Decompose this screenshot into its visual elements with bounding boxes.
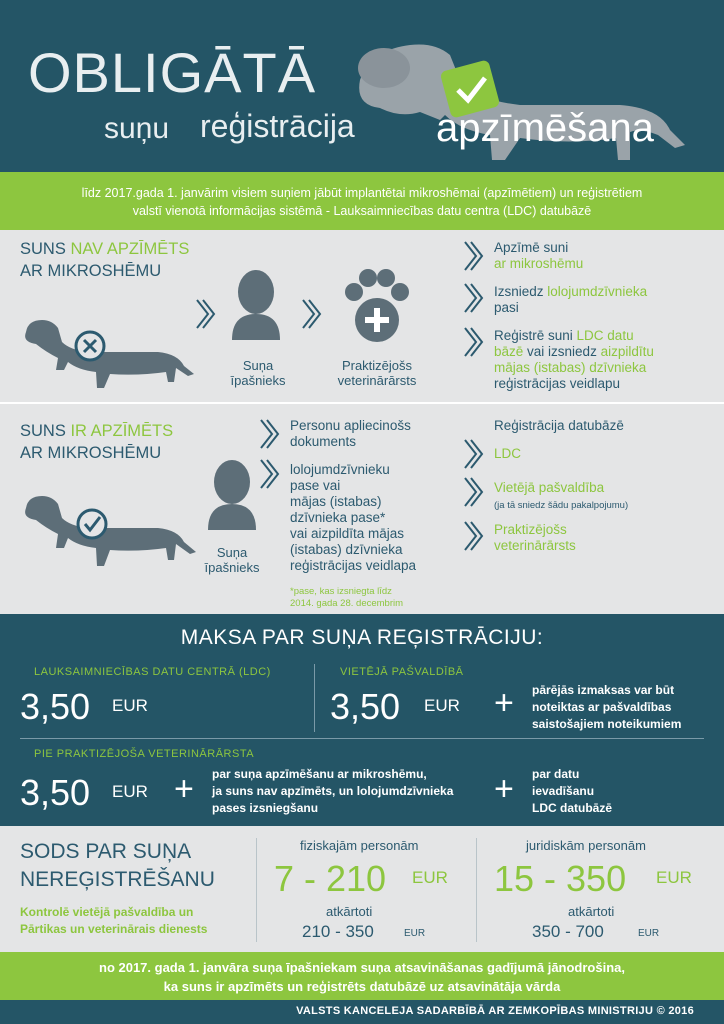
fee-local-amount: 3,50: [330, 686, 401, 727]
fee-vet-currency: EUR: [112, 782, 148, 801]
penalty-jur-repeat-label: atkārtoti: [568, 904, 615, 919]
reg-option-local-note: (ja tā sniedz šādu pakalpojumu): [494, 500, 629, 511]
intro-line-1: līdz 2017.gada 1. janvārim visiem suņiem jābūt implantētai mikroshēmai (apzīmētiem) un reģistrētiem: [81, 186, 643, 200]
paw-medical-icon: [342, 268, 412, 344]
penalty-control: Kontrolē vietējā pašvaldība un Pārtikas un veterinārais dienests: [20, 905, 208, 936]
intro-line-2: valstī vienotā informācijas sistēmā - Lauksaimniecības datu centra (LDC) datubāzē: [132, 204, 592, 218]
plus-icon: +: [174, 770, 194, 808]
penalty-divider-2: [476, 838, 477, 942]
transfer-notice-line-1: no 2017. gada 1. janvāra suņa īpašniekam suņa atsavināšanas gadījumā jānodrošina,: [99, 960, 625, 975]
penalty-phys-repeat-label: atkārtoti: [326, 904, 373, 919]
chevron-right-icon: [258, 458, 280, 490]
footer-credit: VALSTS KANCELEJA SADARBĪBĀ AR ZEMKOPĪBAS MINISTRIJU © 2016: [296, 1005, 694, 1017]
step-register: Reģistrē suni LDC datu bāzē vai izsniedz aizpildītu mājas (istabas) dzīvnieka reģistrācijas veidlapu: [494, 328, 654, 391]
fee-vet-note: par suņa apzīmēšanu ar mikroshēmu, ja suns nav apzīmēts, un lolojumdzīvnieka pases izsniegšanu: [212, 767, 454, 815]
step-microchip: Apzīmē suni ar mikroshēmu: [494, 240, 584, 271]
doc-passport: lolojumdzīvnieku pase vai mājas (istabas) dzīvnieka pase* vai aizpildīta mājas (istabas) dzīvnieka reģistrācijas veidlapa: [290, 462, 417, 573]
penalty-title: SODS PAR SUŅA NEREĢISTRĒŠANU: [20, 840, 215, 891]
plus-icon: +: [494, 684, 514, 722]
footer: [0, 1000, 724, 1024]
intro-band: [0, 172, 724, 230]
penalty-phys-range: 7 - 210: [274, 858, 387, 899]
chevron-right-icon: [300, 298, 322, 330]
fee-vet-label: PIE PRAKTIZĒJOŠA VETERINĀRĀRSTA: [34, 748, 255, 760]
owner-person-icon: [204, 458, 260, 530]
section-not-marked-heading: SUNS NAV APZĪMĒTS AR MIKROSHĒMU: [20, 240, 190, 280]
chevron-right-icon: [462, 438, 484, 470]
owner-label: Suņa īpašnieks: [230, 358, 286, 388]
fee-ldc-label: LAUKSAIMNIECĪBAS DATU CENTRĀ (LDC): [34, 666, 271, 678]
fee-local-note: pārējās izmaksas var būt noteiktas ar pašvaldības saistošajiem noteikumiem: [532, 683, 682, 731]
reg-option-vet: Praktizējošs veterinārārsts: [494, 522, 576, 553]
step-passport: Izsniedz lolojumdzīvnieka pasi: [494, 284, 648, 315]
chevron-right-icon: [462, 476, 484, 508]
penalty-jur-range: 15 - 350: [494, 858, 627, 899]
penalty-phys-repeat: 210 - 350: [302, 922, 374, 941]
doc-footnote: *pase, kas izsniegta līdz 2014. gada 28. decembrim: [290, 586, 404, 609]
fee-ldc-amount: 3,50: [20, 686, 91, 727]
penalty-phys-repeat-currency: EUR: [404, 928, 426, 939]
badge-text: apzīmēšana: [436, 106, 654, 150]
chevron-right-icon: [462, 326, 484, 358]
vet-label: Praktizējošs veterinārārsts: [337, 358, 417, 388]
fee-data-entry-note: par datu ievadīšanu LDC datubāzē: [532, 767, 613, 815]
fee-divider-horizontal: [20, 738, 704, 739]
penalty-jur-repeat-currency: EUR: [638, 928, 660, 939]
dog-unmarked-icon: [18, 318, 198, 393]
penalty-jur-repeat: 350 - 700: [532, 922, 604, 941]
dog-marked-icon: [18, 494, 203, 574]
fee-local-label: VIETĒJĀ PAŠVALDĪBĀ: [340, 666, 464, 678]
owner-person-icon: [228, 268, 284, 340]
transfer-notice: [0, 952, 724, 1000]
penalty-phys-label: fiziskajām personām: [300, 838, 419, 853]
plus-icon: +: [494, 770, 514, 808]
fee-ldc-currency: EUR: [112, 696, 148, 715]
chevron-right-icon: [462, 240, 484, 272]
page-title: OBLIGĀTĀ: [28, 41, 317, 104]
penalty-jur-currency: EUR: [656, 868, 692, 887]
owner-label-2: Suņa īpašnieks: [204, 545, 260, 575]
doc-id: Personu apliecinošs dokuments: [290, 418, 411, 449]
subtitle-word-2: reģistrācija: [200, 108, 355, 144]
chevron-right-icon: [462, 520, 484, 552]
chevron-right-icon: [258, 418, 280, 450]
chevron-right-icon: [462, 282, 484, 314]
fee-vet-amount: 3,50: [20, 772, 91, 813]
reg-heading: Reģistrācija datubāzē: [494, 418, 624, 433]
penalty-phys-currency: EUR: [412, 868, 448, 887]
fee-local-currency: EUR: [424, 696, 460, 715]
fee-title: MAKSA PAR SUŅA REĢISTRĀCIJU:: [180, 626, 544, 649]
reg-option-ldc: LDC: [494, 446, 522, 461]
chevron-right-icon: [194, 298, 216, 330]
reg-option-local: Vietējā pašvaldība: [494, 480, 605, 495]
fee-divider-vertical: [314, 664, 315, 732]
penalty-jur-label: juridiskām personām: [526, 838, 646, 853]
penalty-divider-1: [256, 838, 257, 942]
subtitle-word-1: suņu: [104, 112, 170, 145]
section-marked-heading: SUNS IR APZĪMĒTS AR MIKROSHĒMU: [20, 422, 174, 462]
transfer-notice-line-2: ka suns ir apzīmēts un reģistrēts datubāzē uz atsavinātāja vārda: [163, 979, 561, 994]
